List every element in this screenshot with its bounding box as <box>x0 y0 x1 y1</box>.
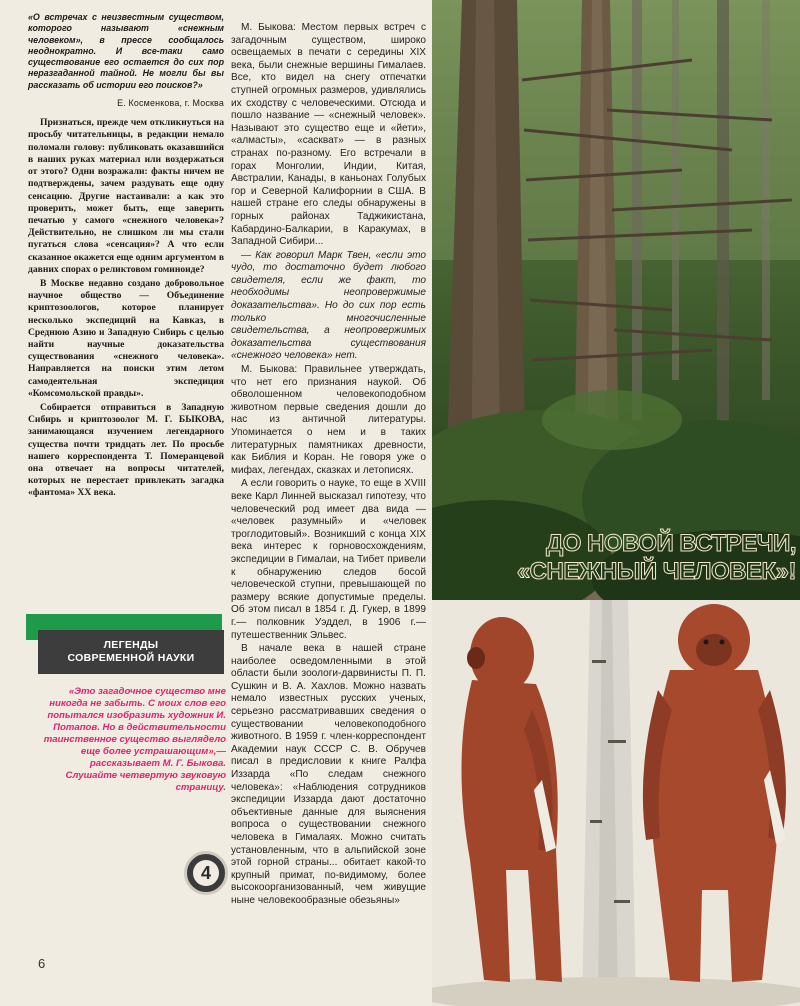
intro-paragraph: В Москве недавно создано добровольное научное общество — Объединение криптозоологов, которое планирует несколько экспедиций на Кавказ, в Среднюю Азию и Западную Сибирь с целью найти научные доказательства существования «снежного человека». Направляется на поиски этим летом самодеятельная экспедиция «Комсомольской правды». <box>28 277 224 399</box>
forest-photo <box>432 0 800 600</box>
article-column <box>231 22 426 909</box>
yeti-drawing <box>432 600 800 1006</box>
bykova-quote: «Это загадочное существо мне никогда не забыть. С моих слов его попытался изобразить художник И. Потапов. Но в действительности таинственное существо выглядело еще более устрашающим»,— рассказывает М. Г. Быкова. Слушайте четвертую звуковую страницу. <box>43 686 226 793</box>
section-heading <box>38 630 224 674</box>
article-paragraph: — Как говорил Марк Твен, «если это чудо, то достаточно будет любого свидетеля, если же факт, то необходимы неопровержимые доказательства». Но до сих пор есть только многочисленные свидетельства, а неопровержимых доказательства существования «снежного человека» нет. <box>231 249 426 362</box>
section-heading-line: ЛЕГЕНДЫ <box>103 639 159 651</box>
forest-drawing <box>432 0 800 600</box>
left-column <box>28 12 224 502</box>
headline-line: «СНЕЖНЫЙ ЧЕЛОВЕК»! <box>516 558 796 585</box>
headline-line: ДО НОВОЙ ВСТРЕЧИ, <box>546 530 796 557</box>
letter-signature: Е. Косменкова, г. Москва <box>117 98 224 109</box>
yeti-illustration <box>432 600 800 1006</box>
article-paragraph: М. Быкова: Правильнее утверждать, что нет его признания наукой. Об обволошенном человекоподобном животном первые сведения дошли до нас из античной литературы. Упоминается о нем и в таких литературных памятниках древности, как Библия и Коран. Не говоря уже о мифах, легендах, сказках и летописях. <box>231 364 426 476</box>
reader-letter: «О встречах с неизвестным существом, которого называют «снежным человеком», в прессе сообщалось неоднократно. И все-таки само существование его остается до сих пор неразгаданной тайной. Не могли бы вы рассказать об истории его поисков?» <box>28 12 224 90</box>
article-paragraph: М. Быкова: Местом первых встреч с загадочным существом, широко освещаемых в печати с середины XIX века, были снежные вершины Гималаев. Все, кто видел на снегу отпечатки ступней огромных размеров, удивлялись их сходству с человеческими. Отсюда и пошло название — «снежный человек». Называют это существо еще и «йети», «алмасты», «саскват» — в разных странах по-разному. Его встречали в горах Монголии, Индии, Китая, Австралии, Канады, в каньонах Голубых гор и Северной Калифорнии в США. В нашей стране его следы обнаружены в горных районах Таджикистана, Кабардино-Балкарии, в Каракумах, в Западной Сибири... <box>231 22 426 248</box>
page-number: 6 <box>38 956 46 971</box>
article-paragraph: В начале века в нашей стране наиболее осведомленными в этой области были зоологи-дарвинисты П. П. Сушкин и В. А. Хахлов. Можно назвать немало известных русских ученых, серьезно рассматривавших сведения о существовании человекоподобного животного. В 1959 г. член-корреспондент Академии наук СССР С. В. Обручев писал в предисловии к книге Ралфа Иззарда «По следам снежного человека»: «Наблюдения сотрудников экспедиции Иззарда дают достаточно объективные данные для выяснения вопроса о существовании снежного человека в Гималаях. Можно считать установленным, что в альпийской зоне этой горной страны... обитает какой-то крупный примат, по-видимому, более высокоорганизованный, чем живущие ныне человекообразные обезьяны» <box>231 643 426 906</box>
record-number: 4 <box>193 860 219 886</box>
headline <box>440 530 796 586</box>
article-paragraph: А если говорить о науке, то еще в XVIII веке Карл Линней высказал гипотезу, что человеческий род имеет два вида — «человек разумный» и «человек троглодитовый». Возникший с конца XIX века интерес к горновосхождениям, экспедиции в Гималаи, на Тибет привели к обнаружению следов босой человеческой ступни, превышающей по размеру всякие допустимые пределы. Об этом писал в 1854 г. Д. Гукер, в 1899 г.— полковник Уэддел, в 1906 г.— путешественник Эльвес. <box>231 478 426 641</box>
intro-paragraph: Собирается отправиться в Западную Сибирь и криптозоолог М. Г. БЫКОВА, занимающаяся изучением легендарного существа почти тридцать лет. По просьбе нашего корреспондента Т. Померанцевой она отвечает на вопросы читателей, которых не перестает привлекать загадка «фантома» XX века. <box>28 401 224 499</box>
section-heading-line: СОВРЕМЕННОЙ НАУКИ <box>67 652 195 664</box>
intro-paragraph: Признаться, прежде чем откликнуться на просьбу читательницы, в редакции немало поломали голову: публиковать оказавшийся в наших руках материал или воздержаться от этого? Одни возражали: факты ничем не подтверждены, зачем раздувать еще одну сенсацию. Другие настаивали: а как это проверить, может быть, еще заверить печатью у самого «снежного человека»? Действительно, не слишком ли мы стали пугаться слова «сенсация»? А что если сказанное окажется еще одним аргументом в давних спорах о реликтовом гоминоиде? <box>28 117 224 275</box>
record-disc-icon[interactable] <box>184 851 228 895</box>
